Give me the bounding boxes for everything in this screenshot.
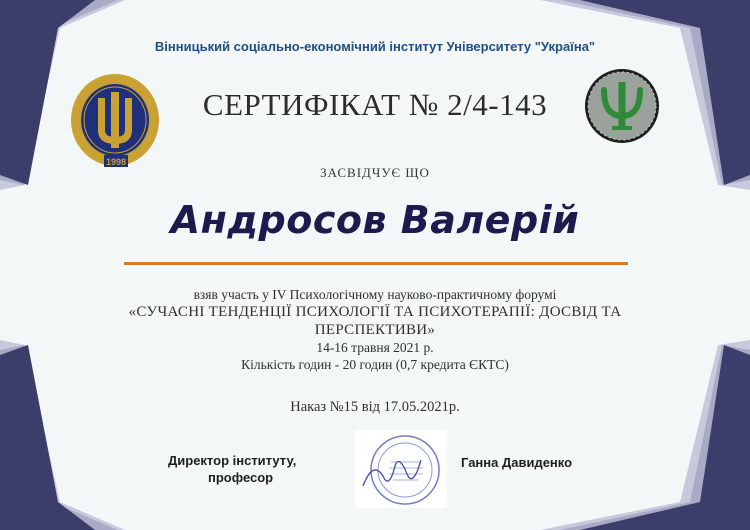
hours-text: Кількість годин - 20 годин (0,7 кредита ЄКТС) xyxy=(241,357,509,372)
position-line-1: Директор інституту, xyxy=(168,453,297,468)
emblem-year: 1998 xyxy=(105,157,127,167)
event-dates: 14-16 травня 2021 р. xyxy=(316,340,434,355)
certificate-title: СЕРТИФІКАТ № 2/4-143 xyxy=(202,87,548,122)
name-underline xyxy=(124,262,628,265)
position-line-2: професор xyxy=(208,470,274,485)
certifies-label: ЗАСВІДЧУЄ ЩО xyxy=(320,165,430,180)
certificate-body xyxy=(110,286,640,373)
round-stamp-icon xyxy=(355,430,447,513)
participation-text: взяв участь у IV Психологічному науково-практичному форумі xyxy=(193,287,557,302)
signatory-name: Ганна Давиденко xyxy=(461,455,573,470)
psi-symbol-icon xyxy=(584,68,660,149)
institute-name: Вінницький соціально-економічний інститут Університету "Україна" xyxy=(154,39,596,54)
forum-title: «СУЧАСНІ ТЕНДЕНЦІЇ ПСИХОЛОГІЇ ТА ПСИХОТЕРАПІЇ: ДОСВІД ТА ПЕРСПЕКТИВИ» xyxy=(128,304,622,338)
corner-decoration-bottom-left xyxy=(0,340,125,530)
recipient-name: Андросов Валерій xyxy=(170,198,580,242)
signatory-position xyxy=(168,452,343,486)
order-reference: Наказ №15 від 17.05.2021р. xyxy=(290,399,460,415)
university-emblem-icon xyxy=(68,70,162,179)
